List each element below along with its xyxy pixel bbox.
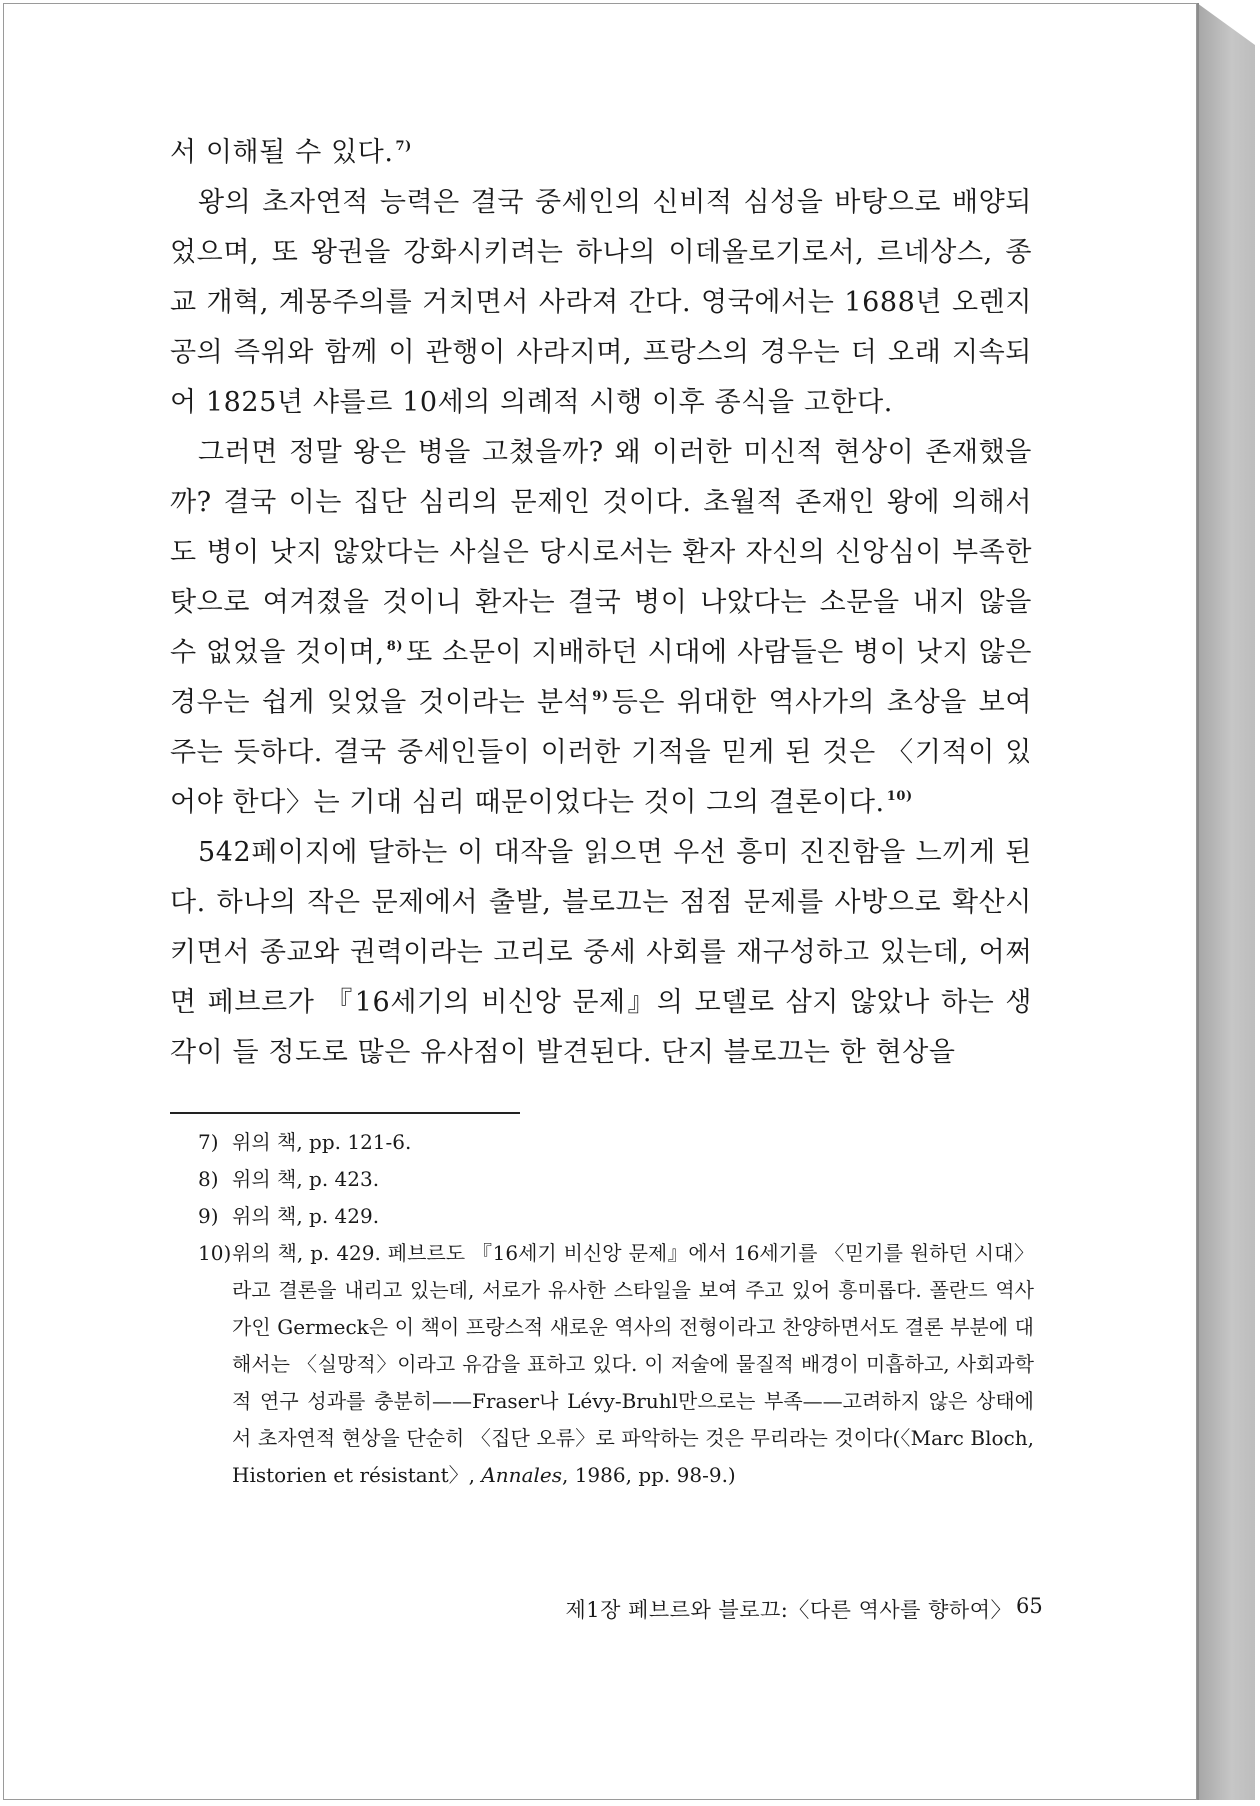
footnote-ref-8[interactable]: 8) (386, 639, 404, 654)
page-edge-line (1197, 3, 1199, 1800)
paragraph-3 (170, 428, 1032, 828)
footnote-number: 10) (198, 1241, 232, 1265)
footnote-text-a: 위의 책, p. 429. 페브르도 『16세기 비신앙 문제』에서 16세기를 〈믿기를 원하던 시대〉라고 결론을 내리고 있는데, 서로가 유사한 스타일을 보여 주고 있어 흥미롭다. 폴란드 역사가인 Germeck은 이 책이 프랑스적 새로운 역사의 전형이라고 찬양하면서도 결론 부분에 대해서는 〈실망적〉이라고 유감을 표하고 있다. 이 저술에 물질적 배경이 미흡하고, 사회과학적 연구 성과를 충분히——Fraser나 Lévy-Bruhl만으로는 부족——고려하지 않은 상태에서 초자연적 현상을 단순히 〈집단 오류〉로 파악하는 것은 무리라는 것이다(〈Marc Bloch, Historien et résistant〉, (232, 1241, 1034, 1487)
page-edge-shadow (1197, 3, 1255, 1800)
footnote-10 (198, 1235, 1034, 1494)
footnote-ref-9[interactable]: 9) (592, 689, 609, 704)
running-head: 제1장 페브르와 블로끄:〈다른 역사를 향하여〉 (565, 1598, 1012, 1622)
footnote-number: 8) (198, 1167, 219, 1191)
footnote-text-b: , 1986, pp. 98-9.) (561, 1463, 736, 1487)
paragraph-3-text-b: 또 소문이 지배하던 시대에 사람들은 병이 낫지 않은 경우는 쉽게 잊었을 것이라는 분석 (170, 637, 1032, 718)
paragraph-3-text-c: 등은 위대한 역사가의 초상을 보여 주는 듯하다. 결국 중세인들이 이러한 기적을 믿게 된 것은 〈기적이 있어야 한다〉는 기대 심리 때문이었다는 것이 그의 결론이다. (170, 687, 1032, 818)
footnotes (198, 1124, 1034, 1494)
body-text (170, 128, 1032, 1078)
footnote-7 (198, 1124, 1034, 1161)
paragraph-1-text: 서 이해될 수 있다. (170, 137, 394, 168)
footnote-8 (198, 1161, 1034, 1198)
footnote-text: 위의 책, pp. 121-6. (232, 1130, 412, 1154)
footnote-9 (198, 1198, 1034, 1235)
footnote-ref-10[interactable]: 10) (886, 789, 913, 804)
footnote-number: 7) (198, 1130, 219, 1154)
paragraph-3-text-a: 그러면 정말 왕은 병을 고쳤을까? 왜 이러한 미신적 현상이 존재했을까? 결국 이는 집단 심리의 문제인 것이다. 초월적 존재인 왕에 의해서도 병이 낫지 않았다는 사실은 당시로서는 환자 자신의 신앙심이 부족한 탓으로 여겨졌을 것이니 환자는 결국 병이 나았다는 소문을 내지 않을 수 없었을 것이며, (170, 437, 1032, 668)
footnote-text: 위의 책, p. 423. (232, 1167, 380, 1191)
footnote-ref-7[interactable]: 7) (395, 139, 412, 154)
journal-title: Annales (481, 1463, 562, 1487)
footnote-divider (170, 1112, 520, 1114)
footnote-text: 위의 책, p. 429. (232, 1204, 380, 1228)
paragraph-2: 왕의 초자연적 능력은 결국 중세인의 신비적 심성을 바탕으로 배양되었으며, 또 왕권을 강화시키려는 하나의 이데올로기로서, 르네상스, 종교 개혁, 계몽주의를 거치면서 사라져 간다. 영국에서는 1688년 오렌지공의 즉위와 함께 이 관행이 사라지며, 프랑스의 경우는 더 오래 지속되어 1825년 샤를르 10세의 의례적 시행 이후 종식을 고한다. (170, 187, 1032, 418)
page-number: 65 (1016, 1594, 1043, 1618)
paragraph-4: 542페이지에 달하는 이 대작을 읽으면 우선 흥미 진진함을 느끼게 된다. 하나의 작은 문제에서 출발, 블로끄는 점점 문제를 사방으로 확산시키면서 종교와 권력이라는 고리로 중세 사회를 재구성하고 있는데, 어쩌면 페브르가 『16세기의 비신앙 문제』의 모델로 삼지 않았나 하는 생각이 들 정도로 많은 유사점이 발견된다. 단지 블로끄는 한 현상을 (170, 837, 1032, 1068)
footnote-number: 9) (198, 1204, 219, 1228)
paragraph-1 (170, 128, 1032, 178)
